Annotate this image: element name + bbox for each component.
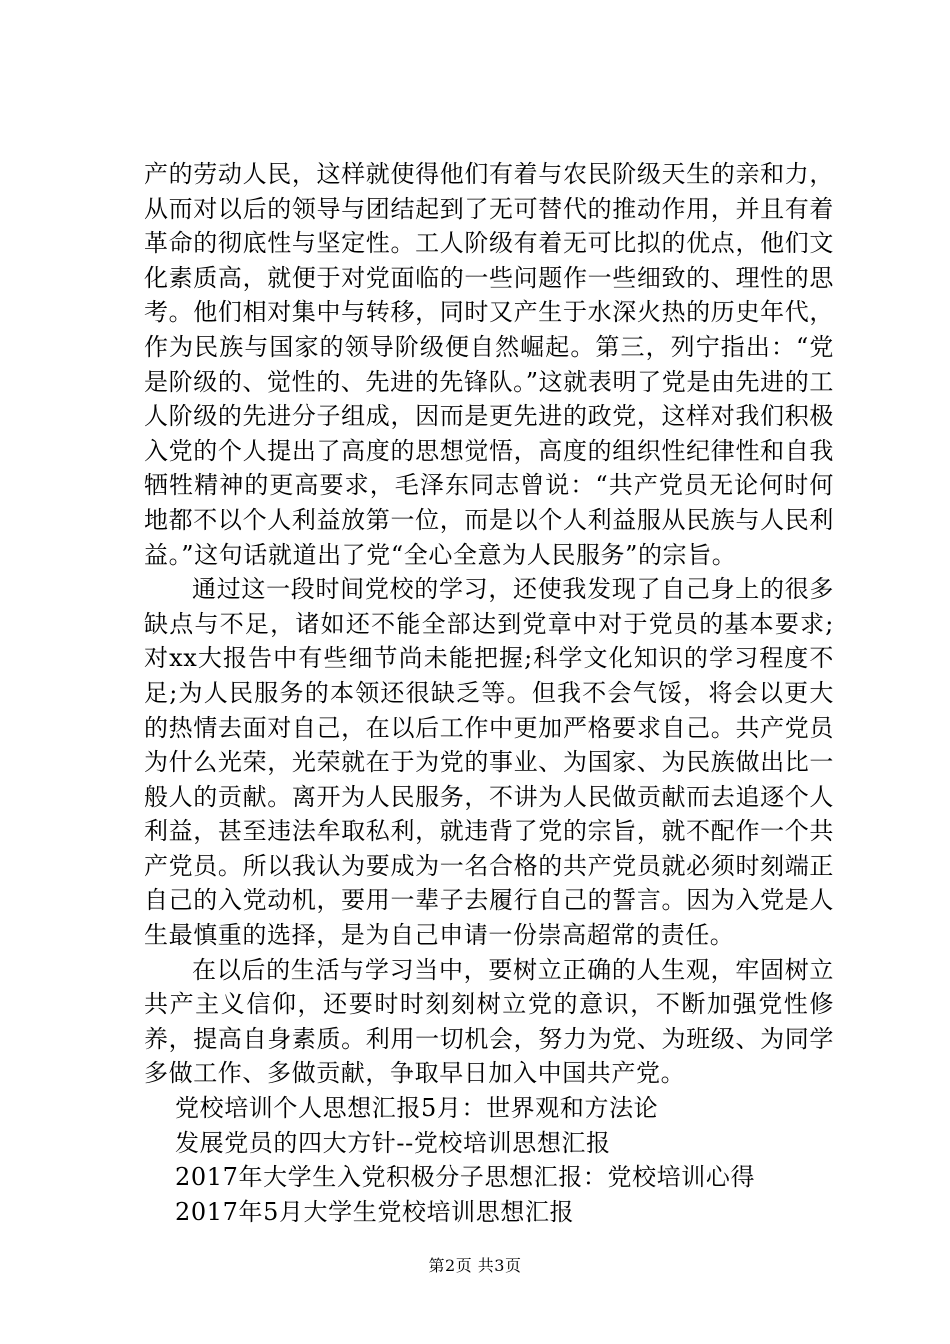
related-article-link[interactable]: 2017年大学生入党积极分子思想汇报：党校培训心得	[175, 1163, 756, 1192]
related-article-link[interactable]: 发展党员的四大方针--党校培训思想汇报	[175, 1128, 611, 1157]
related-article-link[interactable]: 2017年5月大学生党校培训思想汇报	[175, 1197, 575, 1226]
body-paragraph-2: 通过这一段时间党校的学习，还使我发现了自己身上的很多缺点与不足，诸如还不能全部达到党章中对于党员的基本要求;对xx大报告中有些细节尚未能把握;科学文化知识的学习程度不足;为人民服务的本领还很缺乏等。但我不会气馁，将会以更大的热情去面对自己，在以后工作中更加严格要求自己。共产党员为什么光荣，光荣就在于为党的事业、为国家、为民族做出比一般人的贡献。离开为人民服务，不讲为人民做贡献而去追逐个人利益，甚至违法牟取私利，就违背了党的宗旨，就不配作一个共产党员。所以我认为要成为一名合格的共产党员就必须时刻端正自己的入党动机，要用一辈子去履行自己的誓言。因为入党是人生最慎重的选择，是为自己申请一份崇高超常的责任。	[144, 575, 834, 950]
document-body	[144, 157, 834, 1229]
body-paragraph-1: 产的劳动人民，这样就使得他们有着与农民阶级天生的亲和力，从而对以后的领导与团结起到了无可替代的推动作用，并且有着革命的彻底性与坚定性。工人阶级有着无可比拟的优点，他们文化素质高，就便于对党面临的一些问题作一些细致的、理性的思考。他们相对集中与转移，同时又产生于水深火热的历史年代，作为民族与国家的领导阶级便自然崛起。第三，列宁指出：“党是阶级的、觉性的、先进的先锋队。”这就表明了党是由先进的工人阶级的先进分子组成，因而是更先进的政党，这样对我们积极入党的个人提出了高度的思想觉悟，高度的组织性纪律性和自我牺牲精神的更高要求，毛泽东同志曾说：“共产党员无论何时何地都不以个人利益放第一位，而是以个人利益服从民族与人民利益。”这句话就道出了党“全心全意为人民服务”的宗旨。	[144, 160, 834, 569]
body-paragraph-3: 在以后的生活与学习当中，要树立正确的人生观，牢固树立共产主义信仰，还要时时刻刻树立党的意识，不断加强党性修养，提高自身素质。利用一切机会，努力为党、为班级、为同学多做工作、多做贡献，争取早日加入中国共产党。	[144, 955, 834, 1088]
related-articles-list	[144, 1091, 834, 1229]
related-article-link[interactable]: 党校培训个人思想汇报5月：世界观和方法论	[175, 1094, 659, 1123]
page-number-footer: 第2页 共3页	[428, 1256, 522, 1275]
